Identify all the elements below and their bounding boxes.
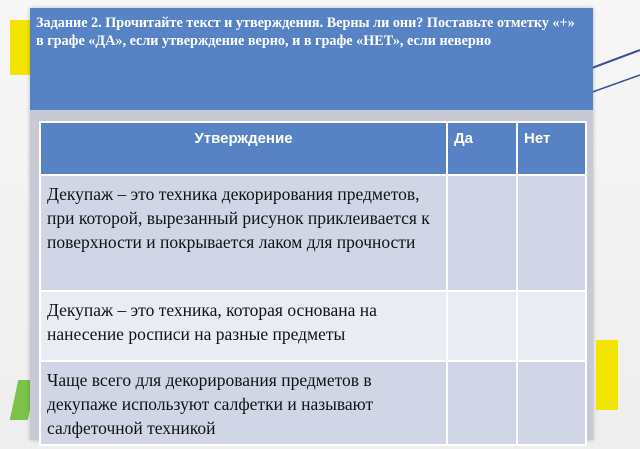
header-yes: Да [447,122,517,175]
no-cell[interactable] [517,291,586,361]
statement-cell: Декупаж – это техника, которая основана на нанесение росписи на разные предметы [40,291,447,361]
no-cell[interactable] [517,361,586,445]
table-row [40,361,586,445]
yes-cell[interactable] [447,175,517,291]
statement-cell: Декупаж – это техника декорирования предметов, при которой, вырезанный рисунок приклеивается к поверхности и покрывается лаком для прочности [40,175,447,291]
decor-yellow-bar-top [10,20,32,75]
table-row [40,175,586,291]
yes-cell[interactable] [447,361,517,445]
statement-cell: Чаще всего для декорирования предметов в декупаже используют салфетки и называют салфеточной техникой [40,361,447,445]
task-card [30,8,593,440]
header-no: Нет [517,122,586,175]
statements-table [39,121,587,446]
table-header-row [40,122,586,175]
task-instruction: Задание 2. Прочитайте текст и утверждения. Верны ли они? Поставьте отметку «+» в графе «ДА», если утверждение верно, и в графе «НЕТ», если неверно [36,15,575,49]
decor-yellow-bar-right [596,340,618,410]
task-header [30,8,593,110]
yes-cell[interactable] [447,291,517,361]
header-statement: Утверждение [40,122,447,175]
no-cell[interactable] [517,175,586,291]
table-row [40,291,586,361]
